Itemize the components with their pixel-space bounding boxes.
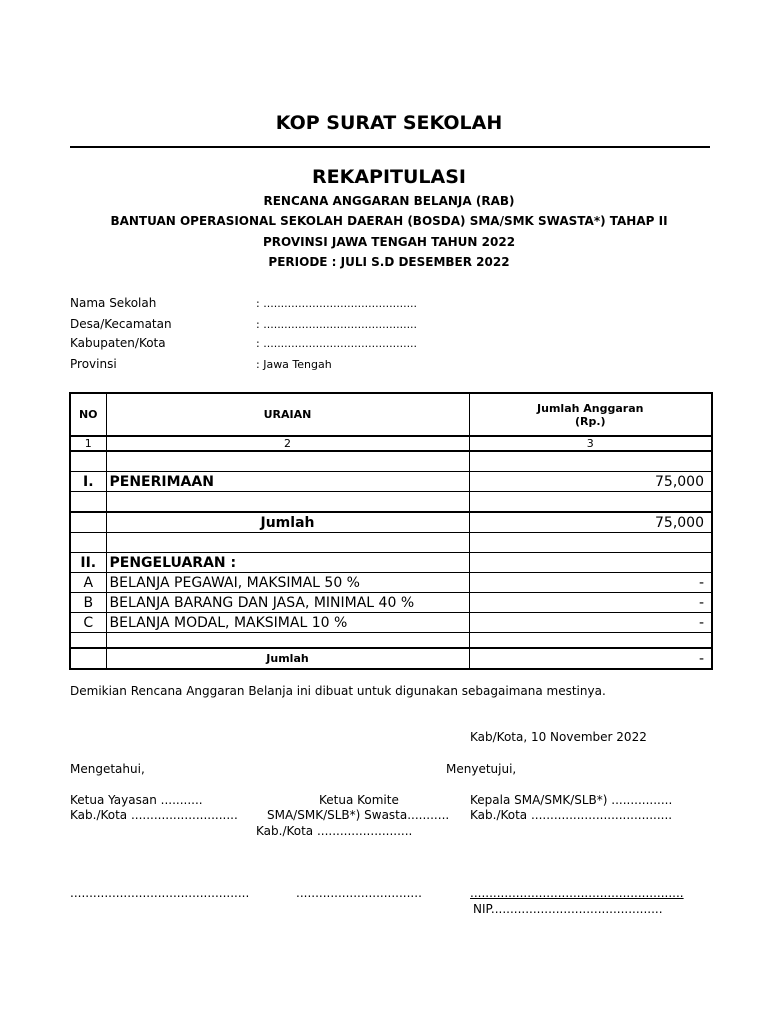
jumlah-pengeluaran-label: Jumlah — [106, 648, 469, 669]
penerimaan-amount: 75,000 — [469, 472, 712, 492]
mengetahui-label: Mengetahui, — [70, 762, 145, 776]
header-no: NO — [70, 393, 106, 436]
header-uraian: URAIAN — [106, 393, 469, 436]
letterhead-title: KOP SURAT SEKOLAH — [275, 112, 503, 134]
item-no: C — [70, 613, 106, 633]
item-amount: - — [469, 613, 712, 633]
item-no: A — [70, 573, 106, 593]
signature-line-yayasan: ............................................... — [70, 886, 250, 900]
table-row-empty — [70, 492, 712, 513]
item-no: B — [70, 593, 106, 613]
closing-statement: Demikian Rencana Anggaran Belanja ini dibuat untuk digunakan sebagaimana mestinya. — [70, 684, 606, 698]
header-jumlah-line1: Jumlah Anggaran — [537, 401, 644, 415]
table-row-penerimaan — [70, 472, 712, 492]
jumlah-penerimaan-label: Jumlah — [106, 512, 469, 533]
subtitle-periode: PERIODE : JULI S.D DESEMBER 2022 — [268, 255, 510, 269]
subtitle-rab: RENCANA ANGGARAN BELANJA (RAB) — [263, 194, 515, 208]
date-line: Kab/Kota, 10 November 2022 — [470, 730, 647, 744]
item-label: BELANJA PEGAWAI, MAKSIMAL 50 % — [106, 573, 469, 593]
menyetujui-label: Menyetujui, — [446, 762, 517, 776]
info-value-kabupaten-kota: : ............................................ — [256, 337, 418, 350]
subtitle-provinsi: PROVINSI JAWA TENGAH TAHUN 2022 — [262, 235, 516, 249]
signer-komite-school: SMA/SMK/SLB*) Swasta........... — [267, 808, 450, 822]
table-row-belanja-modal — [70, 613, 712, 633]
table-row-pengeluaran — [70, 553, 712, 573]
column-number-2: 2 — [106, 436, 469, 451]
signer-kepala-location: Kab./Kota ..................................... — [470, 808, 673, 822]
column-number-row — [70, 436, 712, 451]
table-header-row — [70, 393, 712, 436]
signer-yayasan-title: Ketua Yayasan ........... — [70, 793, 203, 807]
item-label: BELANJA MODAL, MAKSIMAL 10 % — [106, 613, 469, 633]
item-amount: - — [469, 593, 712, 613]
info-value-desa-kecamatan: : ............................................ — [256, 318, 418, 331]
subtitle-bosda: BANTUAN OPERASIONAL SEKOLAH DAERAH (BOSDA) SMA/SMK SWASTA*) TAHAP II — [110, 214, 668, 228]
table-row-empty — [70, 533, 712, 553]
signer-kepala-title: Kepala SMA/SMK/SLB*) ................ — [470, 793, 673, 807]
signature-line-kepala: ........................................................ — [470, 886, 684, 900]
jumlah-penerimaan-amount: 75,000 — [469, 512, 712, 533]
info-label-desa-kecamatan: Desa/Kecamatan — [70, 317, 172, 331]
header-jumlah-anggaran — [469, 393, 712, 436]
item-amount: - — [469, 573, 712, 593]
table-row-belanja-barang-jasa — [70, 593, 712, 613]
info-value-nama-sekolah: : ............................................ — [256, 297, 418, 310]
pengeluaran-no: II. — [70, 553, 106, 573]
column-number-3: 3 — [469, 436, 712, 451]
column-number-1: 1 — [70, 436, 106, 451]
info-value-provinsi: : Jawa Tengah — [256, 358, 332, 371]
signature-line-komite: ................................. — [296, 886, 422, 900]
table-row-empty — [70, 633, 712, 649]
table-row-empty — [70, 451, 712, 472]
item-label: BELANJA BARANG DAN JASA, MINIMAL 40 % — [106, 593, 469, 613]
table-row-belanja-pegawai — [70, 573, 712, 593]
info-label-provinsi: Provinsi — [70, 357, 117, 371]
info-label-kabupaten-kota: Kabupaten/Kota — [70, 336, 166, 350]
signer-komite-title: Ketua Komite — [319, 793, 399, 807]
budget-table — [69, 392, 713, 670]
header-jumlah-line2: (Rp.) — [574, 414, 606, 428]
info-label-nama-sekolah: Nama Sekolah — [70, 296, 157, 310]
jumlah-pengeluaran-amount: - — [469, 648, 712, 669]
penerimaan-label: PENERIMAAN — [106, 472, 469, 492]
nip-field: NIP............................................. — [473, 902, 663, 916]
pengeluaran-label: PENGELUARAN : — [106, 553, 469, 573]
document-title: REKAPITULASI — [312, 166, 466, 188]
penerimaan-no: I. — [70, 472, 106, 492]
signer-komite-location: Kab./Kota ......................... — [256, 824, 413, 838]
table-row-jumlah-pengeluaran — [70, 648, 712, 669]
letterhead-divider — [70, 146, 710, 148]
signer-yayasan-location: Kab./Kota ............................ — [70, 808, 238, 822]
table-row-jumlah-penerimaan — [70, 512, 712, 533]
